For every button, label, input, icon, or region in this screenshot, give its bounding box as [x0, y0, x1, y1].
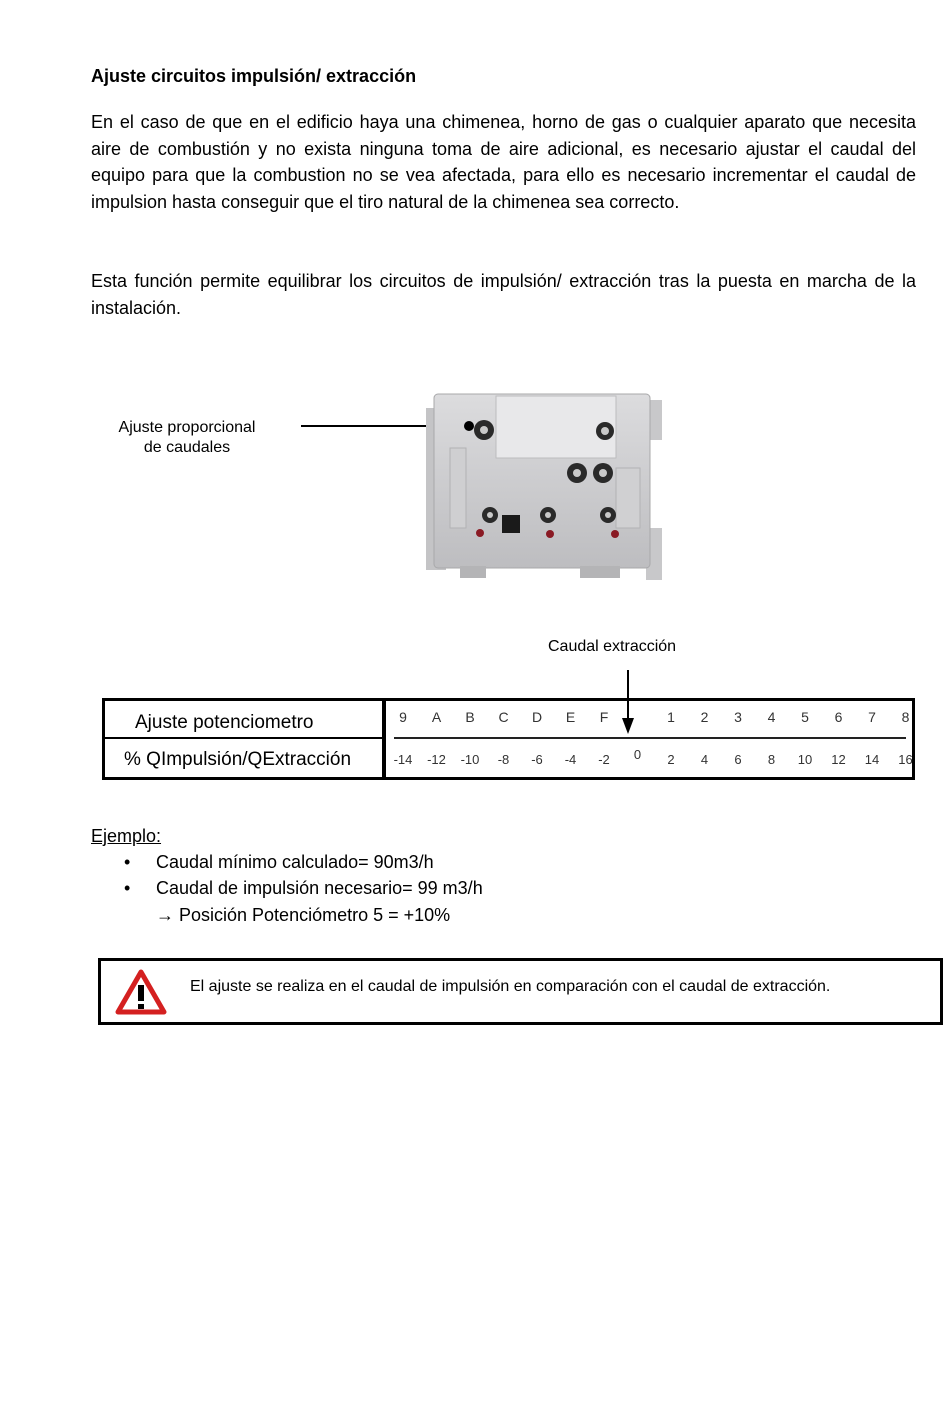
scale-percentage-label: -10 — [460, 752, 480, 767]
scale-position-label: 8 — [901, 709, 910, 725]
scale-position-label: 1 — [667, 709, 675, 725]
row2-label-text: % QImpulsión/QExtracción — [124, 749, 352, 770]
warning-box — [98, 958, 943, 1025]
scale-position-label: 4 — [767, 709, 776, 725]
scale-position-label: C — [498, 709, 509, 725]
warning-text: El ajuste se realiza en el caudal de impulsión en comparación con el caudal de extracción. — [190, 978, 831, 995]
scale-position-label: 5 — [801, 709, 809, 725]
intro-paragraph: En el caso de que en el edificio haya una chimenea, horno de gas o cualquier aparato que necesita aire de combustión y no exista ninguna toma de aire adicional, es necesario ajustar el caudal del equipo para que la combustion no se vea afectada, para ello es necesario incrementar el caudal de impulsion hasta conseguir que el tiro natural de la chimenea sea correcto. — [91, 112, 916, 212]
scale-position-label: 7 — [868, 709, 876, 725]
scale-position-label: 6 — [834, 709, 843, 725]
scale-position-label: 2 — [700, 709, 709, 725]
warning-triangle-icon — [115, 969, 167, 1015]
scale-position-label: 3 — [734, 709, 742, 725]
potentiometer-scale — [386, 701, 914, 777]
scale-percentage-label: 0 — [633, 747, 642, 762]
bullet-icon: • — [124, 878, 131, 898]
example-title: Ejemplo: — [91, 826, 162, 846]
scale-percentage-label: -12 — [427, 752, 446, 767]
scale-position-label: 9 — [399, 709, 407, 725]
bullet-icon: • — [124, 852, 131, 872]
scale-percentage-label: 8 — [767, 752, 776, 767]
scale-percentage-label: 16 — [898, 752, 913, 767]
scale-percentage-label: -2 — [598, 752, 610, 767]
row-label-percentage — [105, 740, 383, 778]
proportional-adjust-label — [100, 418, 274, 458]
scale-percentage-label: 6 — [734, 752, 742, 767]
scale-percentage-label: 4 — [700, 752, 709, 767]
scale-percentage-label: 10 — [797, 752, 813, 767]
scale-percentage-label: 12 — [831, 752, 846, 767]
label-line-2: de caudales — [143, 439, 231, 456]
scale-percentage-label: -14 — [393, 752, 413, 767]
label-line-1: Ajuste proporcional — [118, 419, 256, 436]
extraction-flow-label: Caudal extracción — [548, 638, 677, 655]
example-result: → Posición Potenciómetro 5 = +10% — [156, 905, 451, 925]
row-label-potentiometer — [105, 701, 383, 739]
scale-position-label: B — [465, 709, 475, 725]
example-item-supply-flow: Caudal de impulsión necesario= 99 m3/h — [156, 878, 483, 898]
example-item-min-flow: Caudal mínimo calculado= 90m3/h — [156, 852, 434, 872]
scale-position-label: F — [599, 709, 609, 725]
row1-label-text: Ajuste potenciometro — [135, 712, 314, 733]
section-title: Ajuste circuitos impulsión/ extracción — [91, 66, 417, 86]
scale-percentage-label: -8 — [497, 752, 510, 767]
scale-position-label: E — [565, 709, 576, 725]
scale-percentage-label: 14 — [864, 752, 880, 767]
potentiometer-table — [102, 698, 915, 780]
function-paragraph: Esta función permite equilibrar los circuitos de impulsión/ extracción tras la puesta en marcha de la instalación. — [91, 271, 916, 318]
scale-percentage-label: -4 — [564, 752, 577, 767]
scale-position-label: A — [431, 709, 442, 725]
scale-position-label: D — [531, 709, 543, 725]
scale-percentage-label: -6 — [531, 752, 543, 767]
scale-percentage-label: 2 — [667, 752, 675, 767]
leader-dot — [464, 421, 474, 431]
controller-board-image — [420, 388, 670, 584]
